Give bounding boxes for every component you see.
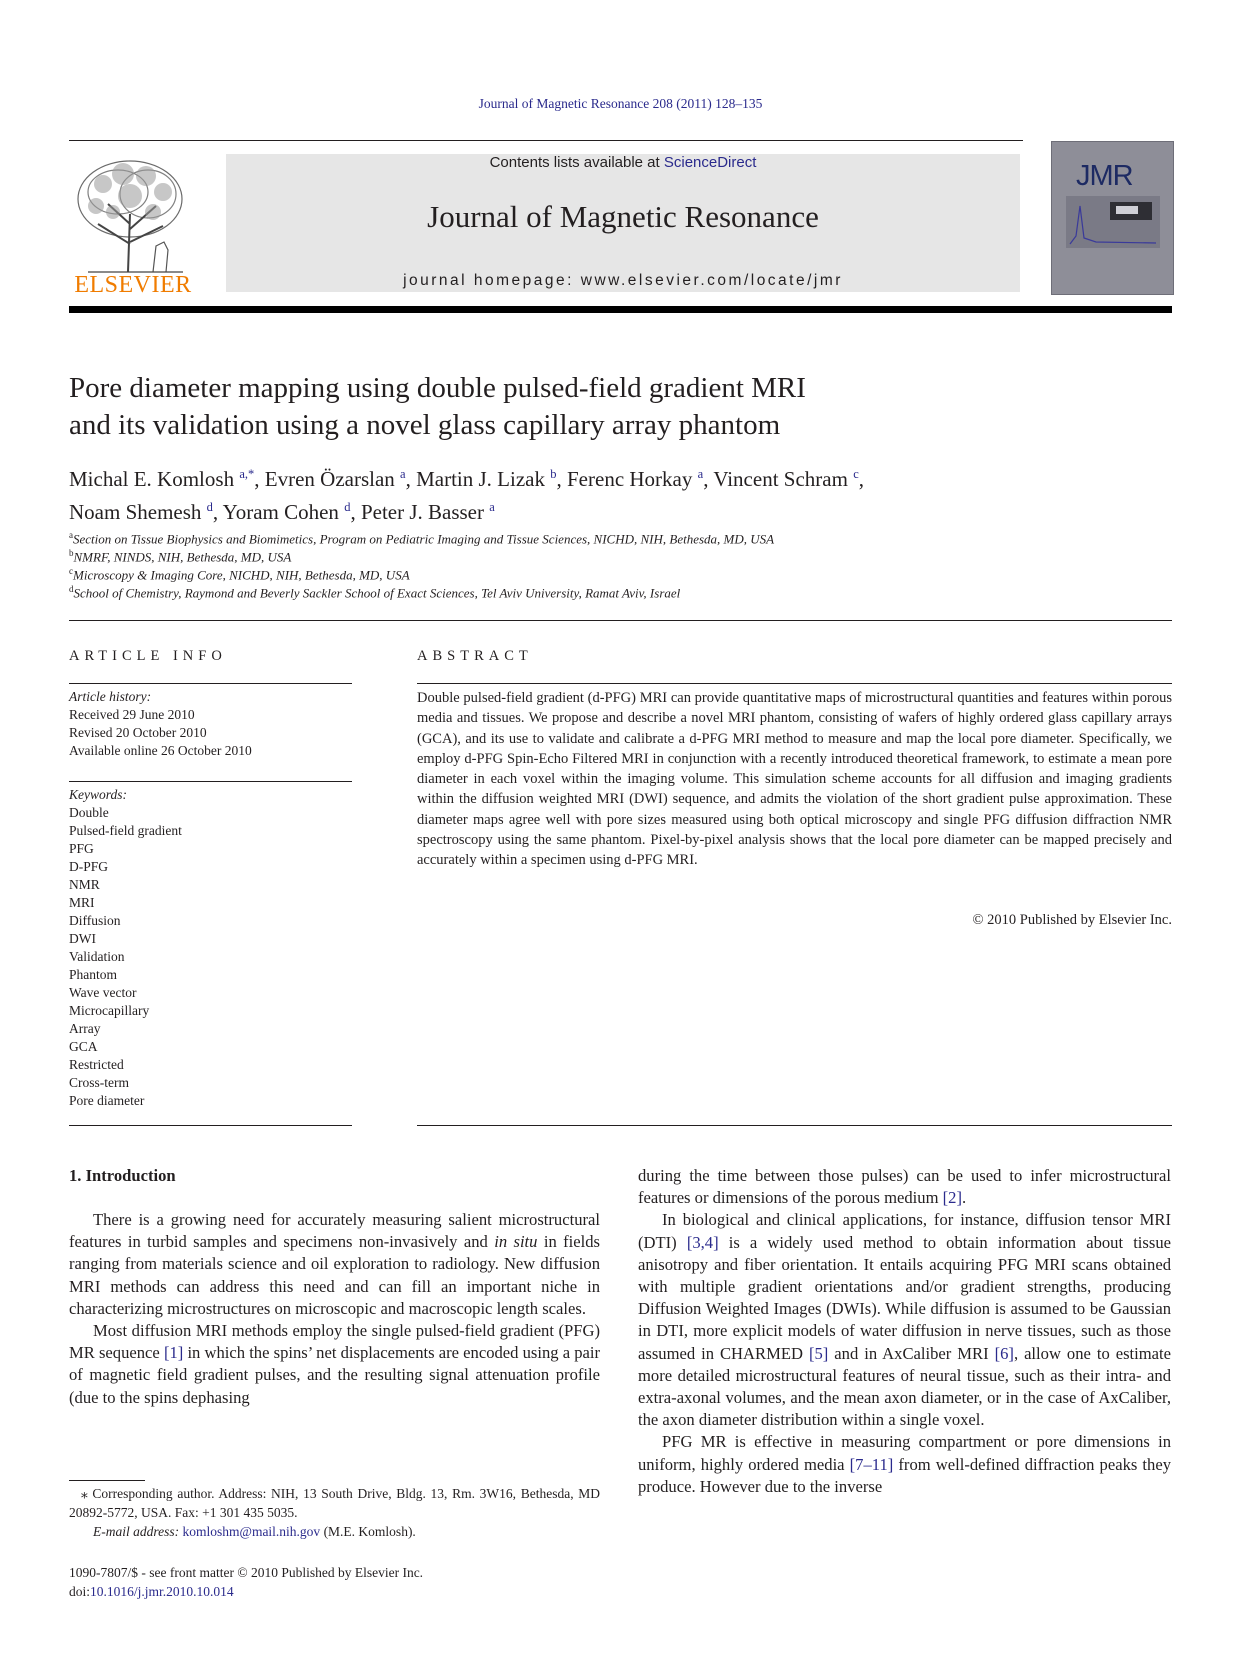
keyword: Wave vector [69,985,137,1000]
author-list [69,460,1169,526]
author-name: Michal E. Komlosh [69,467,235,491]
title-line-1: Pore diameter mapping using double pulsed-field gradient MRI [69,372,806,404]
header-thick-rule [69,306,1172,313]
text-run: during the time between those pulses) can be used to infer microstructural features or dimensions of the porous medium [638,1166,1171,1208]
keyword: DWI [69,931,96,946]
email-suffix: (M.E. Komlosh). [320,1524,416,1539]
journal-homepage[interactable]: journal homepage: www.elsevier.com/locate/jmr [403,272,843,289]
intro-paragraph [69,1320,600,1409]
author-affiliation-mark[interactable]: a [489,500,495,514]
reference-link[interactable]: [6] [994,1343,1014,1363]
author-line-2 [69,493,1169,526]
article-info-rule [69,781,352,782]
affiliation-key: a [69,530,73,540]
text-run: in fields ranging from materials science and oil exploration to radiology. New diffusion MRI methods can address this need and can fill an important niche in characterizing microstructures on microscopic and macroscopic length scales. [69,1232,600,1318]
text-run: in which the spins’ net displacements are encoded using a pair of magnetic field gradient pulses, and the resulting signal attenuation profile (due to the spins dephasing [69,1343,601,1407]
author-affiliation-mark[interactable]: d [206,500,213,514]
keyword: Array [69,1021,101,1036]
abstract-text: Double pulsed-field gradient (d-PFG) MRI can provide quantitative maps of microstructural quantities and features within porous media and tissues. We propose and describe a novel MRI phantom, consisting of wafers of highly ordered glass capillary arrays (GCA), and its use to validate and calibrate a d-PFG MRI method to measure and map the local pore diameter. Specifically, we employ d-PFG Spin-Echo Filtered MRI in conjunction with a recently introduced theoretical framework, to estimate a mean pore diameter in each voxel within the imaging volume. This simulation scheme accounts for all diffusion and imaging gradients within the diffusion weighted MRI (DWI) sequence, and admits the violation of the short gradient pulse approximation. These diameter maps agree well with pore sizes measured using both optical microscopy and single PFG diffusion diffraction NMR spectroscopy using the same phantom. Pixel-by-pixel analysis shows that the local pore diameter can be mapped precisely and accurately within a specimen using d-PFG MRI. [417,690,1172,869]
intro-paragraph [638,1165,1171,1209]
author-line-1 [69,460,1169,493]
author-name: Vincent Schram [713,467,848,491]
contents-availability-line [226,154,1020,171]
keyword: MRI [69,895,95,910]
author-affiliation-mark[interactable]: d [344,500,351,514]
page-footer [69,1563,600,1601]
keyword: Validation [69,949,125,964]
journal-name: Journal of Magnetic Resonance [427,199,819,234]
section-heading-introduction: 1. Introduction [69,1166,176,1185]
email-label: E-mail address: [93,1524,183,1539]
issn-line: 1090-7807/$ - see front matter © 2010 Published by Elsevier Inc. [69,1565,424,1580]
author-separator: , [556,467,567,491]
contents-prefix: Contents lists available at [489,154,664,171]
keyword: Phantom [69,967,118,982]
article-info-rule [69,683,352,684]
doi-label: doi: [69,1584,91,1599]
author-affiliation-mark[interactable]: a [400,467,406,481]
text-run: is a widely used method to obtain information about tissue anisotropy and fiber orientation. It entails acquiring PFG MRI scans obtained with multiple gradient orientations and/or gradient strengths, producing Diffusion Weighted Images (DWIs). While diffusion is assumed to be Gaussian in DTI, more explicit models of water diffusion in nerve tissues, such as those assumed in CHARMED [638,1232,1171,1363]
doi-line [69,1582,600,1601]
intro-paragraph [638,1431,1171,1498]
abstract-copyright: © 2010 Published by Elsevier Inc. [972,912,1172,928]
reference-link[interactable]: [7–11] [849,1454,894,1474]
text-run: PFG MR is effective in measuring compartment or pore dimensions in uniform, highly ordered media [638,1432,1171,1474]
header-top-rule [69,140,1023,141]
keyword: Pulsed-field gradient [69,823,182,838]
journal-cover-thumbnail [1051,141,1174,295]
footnote-email-line [69,1522,600,1541]
affiliation-key: c [69,566,73,576]
keyword: Pore diameter [69,1093,145,1108]
keyword: PFG [69,841,94,856]
body-column-left [69,1209,600,1409]
cover-figure [1066,196,1160,248]
email-link[interactable]: komloshm@mail.nih.gov [182,1524,321,1539]
affiliation-b [69,548,1169,565]
footnote-rule [69,1480,145,1481]
text-run: There is a growing need for accurately measuring salient microstructural features in turbid samples and specimens non-invasively and [69,1210,600,1252]
text-run: , allow one to estimate more detailed microstructural features of neural tissue, such as their intra- and extra-axonal volumes, and the mean axon diameter, or in the case of AxCaliber, the axon diameter distribution within a single voxel. [638,1343,1172,1430]
history-label: Article history: [69,689,152,704]
author-name: Peter J. Basser [360,500,484,524]
affiliation-d [69,584,1169,601]
affiliation-key: b [69,548,74,558]
keyword: GCA [69,1039,98,1054]
text-emphasis: in situ [494,1232,538,1252]
author-name: Noam Shemesh [69,500,202,524]
intro-paragraph [69,1209,600,1320]
sciencedirect-link[interactable]: ScienceDirect [663,154,757,171]
abstract-rule [417,683,1172,684]
keyword: D-PFG [69,859,109,874]
affiliations-rule [69,620,1172,621]
history-item: Received 29 June 2010 [69,707,195,722]
title-line-2: and its validation using a novel glass capillary array phantom [69,409,781,441]
history-item: Available online 26 October 2010 [69,743,252,758]
text-run: . [961,1188,967,1208]
text-run: Most diffusion MRI methods employ the single pulsed-field gradient (PFG) MR sequence [69,1321,600,1363]
affiliation-text: School of Chemistry, Raymond and Beverly Sackler School of Exact Sciences, Tel Aviv University, Ramat Aviv, Israel [73,585,681,601]
author-affiliation-mark[interactable]: a [697,467,704,481]
article-title [69,370,1169,444]
keyword: Restricted [69,1057,124,1072]
affiliation-a [69,530,1169,547]
author-separator: , [405,467,417,491]
author-affiliation-mark[interactable]: b [550,467,557,481]
author-affiliation-mark[interactable]: c [853,467,859,481]
keywords-label: Keywords: [69,787,127,802]
abstract-bottom-rule [417,1125,1172,1126]
keyword: Double [69,805,109,820]
affiliation-text: Microscopy & Imaging Core, NICHD, NIH, Bethesda, MD, USA [73,567,410,583]
text-run: and in AxCaliber MRI [828,1343,995,1363]
author-separator: , [350,500,361,524]
reference-link[interactable]: [1] [163,1343,184,1363]
author-name: Yoram Cohen [222,500,339,524]
intro-paragraph [638,1209,1171,1431]
author-separator: , [212,500,223,524]
author-separator: , [254,467,265,491]
elsevier-wordmark: ELSEVIER [74,272,192,298]
author-name: Ferenc Horkay [567,467,693,491]
cover-brand: JMR [1076,160,1133,192]
author-name: Martin J. Lizak [416,467,545,491]
author-affiliation-mark[interactable]: a,* [239,467,255,481]
article-info-bottom-rule [69,1125,352,1126]
doi-link[interactable]: 10.1016/j.jmr.2010.10.014 [90,1584,234,1599]
reference-link[interactable]: [2] [942,1188,962,1208]
author-separator: , [858,467,864,491]
affiliation-text: Section on Tissue Biophysics and Biomimetics, Program on Pediatric Imaging and Tissue Sciences, NICHD, NIH, Bethesda, MD, USA [73,531,775,547]
history-item: Revised 20 October 2010 [69,725,207,740]
affiliation-c [69,566,1169,583]
text-run: In biological and clinical applications, for instance, diffusion tensor MRI (DTI) [638,1210,1171,1252]
abstract-heading: ABSTRACT [417,648,533,664]
affiliation-key: d [69,584,74,594]
keywords-list [69,786,352,1110]
keyword: Cross-term [69,1075,129,1090]
author-name: Evren Özarslan [264,467,395,491]
body-column-right [638,1165,1171,1498]
text-run: from well-defined diffraction peaks they produce. However due to the inverse [638,1454,1171,1496]
keyword: NMR [69,877,100,892]
article-history [69,688,352,760]
article-info-heading: ARTICLE INFO [69,648,227,664]
keyword: Diffusion [69,913,121,928]
corresponding-author-footnote [69,1484,600,1541]
affiliation-text: NMRF, NINDS, NIH, Bethesda, MD, USA [73,549,292,565]
author-separator: , [703,467,714,491]
journal-citation[interactable]: Journal of Magnetic Resonance 208 (2011) 128–135 [478,96,763,111]
reference-link[interactable]: [3,4] [686,1232,719,1252]
reference-link[interactable]: [5] [808,1343,829,1363]
keyword: Microcapillary [69,1003,150,1018]
footnote-address: ⁎ Corresponding author. Address: NIH, 13 South Drive, Bldg. 13, Rm. 3W16, Bethesda, MD 20892-5772, USA. Fax: +1 301 435 5035. [69,1486,600,1520]
